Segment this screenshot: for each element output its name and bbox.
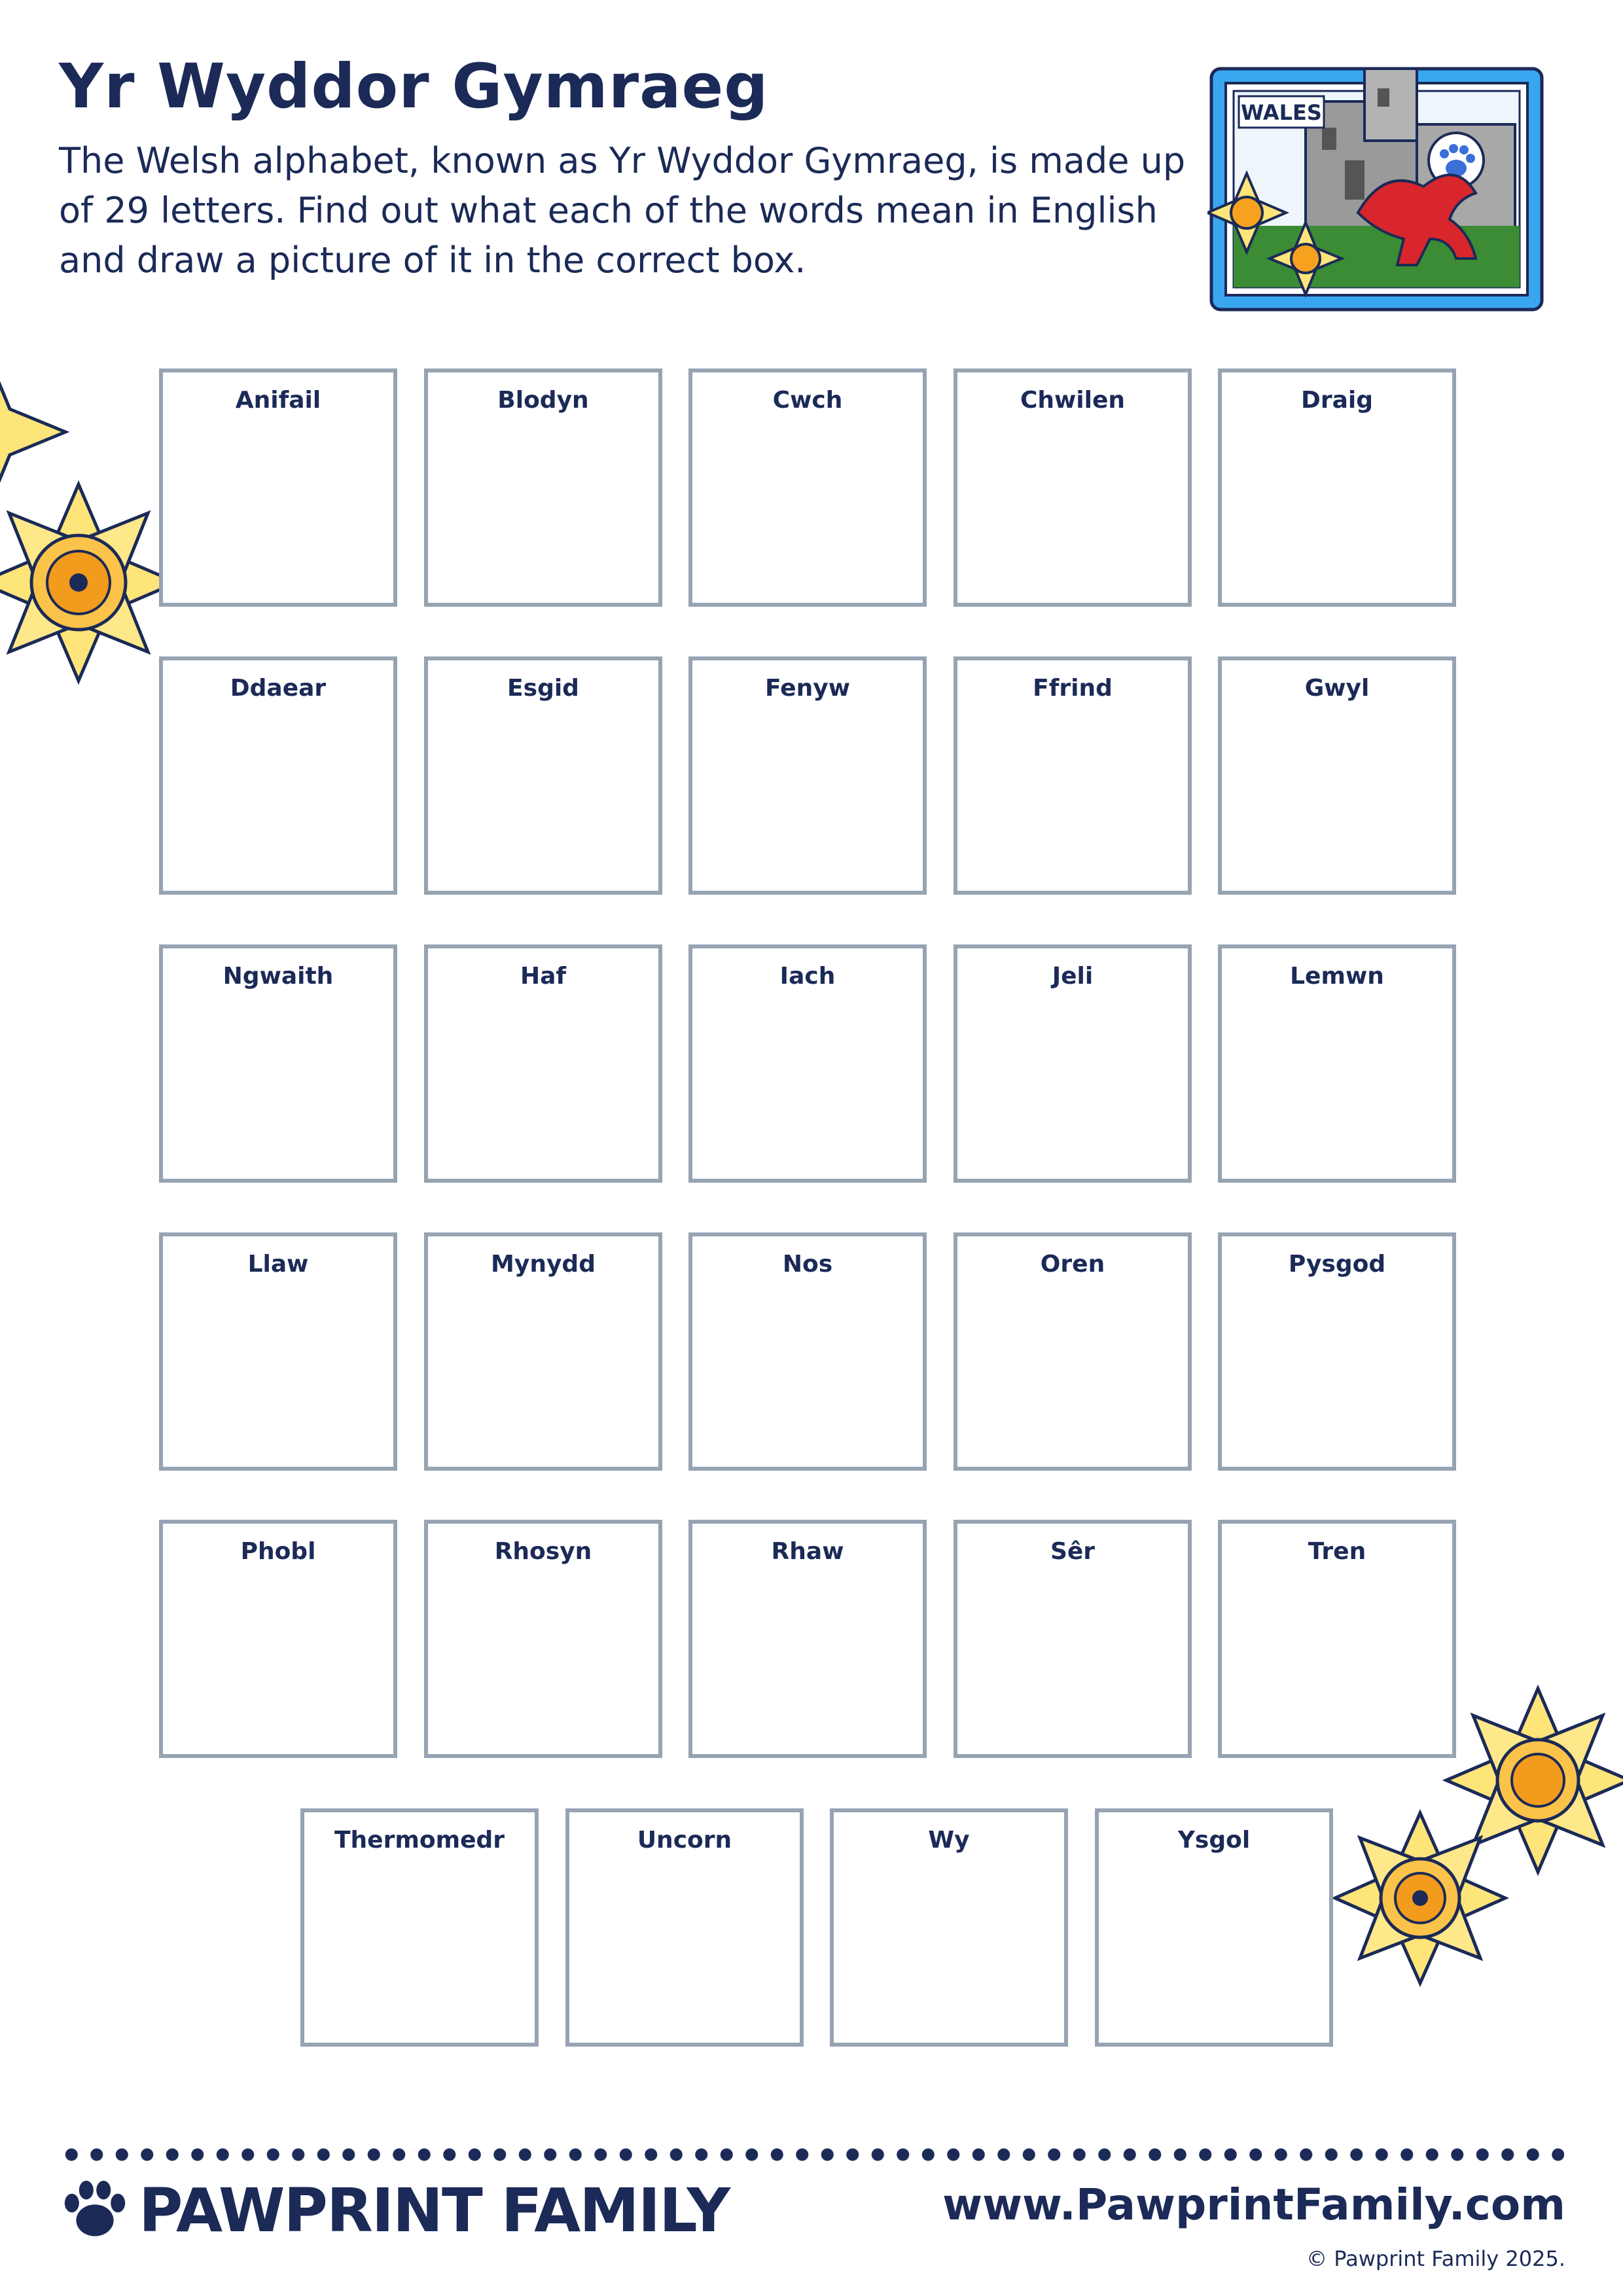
brand-name: PAWPRINT FAMILY (139, 2175, 729, 2246)
word-label: Haf (520, 963, 567, 990)
drawing-box[interactable] (954, 656, 1192, 895)
drawing-box[interactable] (688, 1232, 927, 1471)
drawing-box[interactable] (954, 368, 1192, 607)
drawing-box[interactable] (424, 1232, 662, 1471)
drawing-box[interactable] (159, 944, 397, 1183)
drawing-box[interactable] (954, 1232, 1192, 1471)
word-label: Esgid (507, 675, 579, 702)
word-label: Ysgol (1177, 1827, 1251, 1854)
drawing-box[interactable] (688, 1520, 927, 1758)
drawing-box[interactable] (954, 1520, 1192, 1758)
word-label: Mynydd (491, 1251, 596, 1278)
drawing-box[interactable] (300, 1808, 539, 2047)
word-label: Thermomedr (334, 1827, 505, 1854)
word-label: Nos (782, 1251, 833, 1278)
word-label: Sêr (1050, 1538, 1096, 1565)
drawing-box[interactable] (688, 656, 927, 895)
word-label: Rhaw (771, 1538, 844, 1565)
word-label: Anifail (235, 387, 321, 414)
drawing-box[interactable] (159, 1232, 397, 1471)
word-label: Jeli (1052, 963, 1094, 990)
word-label: Pysgod (1288, 1251, 1386, 1278)
word-label: Llaw (247, 1251, 309, 1278)
drawing-box[interactable] (424, 368, 662, 607)
drawing-box[interactable] (159, 1520, 397, 1758)
drawing-box[interactable] (159, 656, 397, 895)
word-label: Iach (779, 963, 836, 990)
word-label: Oren (1040, 1251, 1105, 1278)
drawing-box[interactable] (688, 368, 927, 607)
drawing-box[interactable] (424, 656, 662, 895)
word-label: Fenyw (765, 675, 850, 702)
drawing-box[interactable] (1218, 1520, 1456, 1758)
drawing-box[interactable] (688, 944, 927, 1183)
stamp-label: WALES (1241, 100, 1322, 125)
word-label: Ngwaith (223, 963, 334, 990)
word-label: Gwyl (1304, 675, 1370, 702)
wales-stamp-illustration (1207, 62, 1548, 314)
paw-icon (59, 2174, 131, 2246)
word-label: Wy (928, 1827, 970, 1854)
drawing-box[interactable] (1218, 944, 1456, 1183)
drawing-box[interactable] (1218, 656, 1456, 895)
drawing-box[interactable] (1218, 368, 1456, 607)
drawing-box[interactable] (954, 944, 1192, 1183)
copyright-text: © Pawprint Family 2025. (1306, 2246, 1565, 2271)
website-link[interactable]: www.PawprintFamily.com (942, 2179, 1565, 2230)
word-label: Uncorn (637, 1827, 732, 1854)
word-label: Ddaear (230, 675, 327, 702)
drawing-box[interactable] (1095, 1808, 1333, 2047)
word-label: Blodyn (497, 387, 589, 414)
drawing-box[interactable] (830, 1808, 1068, 2047)
word-label: Tren (1308, 1538, 1366, 1565)
instructions-text: The Welsh alphabet, known as Yr Wyddor Gymraeg, is made up of 29 letters. Find out what each of the words mean in English and draw a picture of it in the correct box. (59, 140, 1186, 281)
drawing-box[interactable] (1218, 1232, 1456, 1471)
word-label: Cwch (772, 387, 843, 414)
brand-logo (59, 2174, 729, 2246)
word-label: Draig (1300, 387, 1374, 414)
word-label: Rhosyn (494, 1538, 592, 1565)
drawing-box[interactable] (159, 368, 397, 607)
page-title: Yr Wyddor Gymraeg (59, 51, 769, 122)
daffodil-decoration-left (0, 347, 183, 700)
dotted-divider (59, 2147, 1564, 2162)
word-label: Lemwn (1290, 963, 1384, 990)
drawing-box[interactable] (565, 1808, 804, 2047)
drawing-box[interactable] (424, 944, 662, 1183)
drawing-box[interactable] (424, 1520, 662, 1758)
word-label: Phobl (240, 1538, 316, 1565)
word-label: Chwilen (1020, 387, 1126, 414)
word-label: Ffrind (1033, 675, 1113, 702)
